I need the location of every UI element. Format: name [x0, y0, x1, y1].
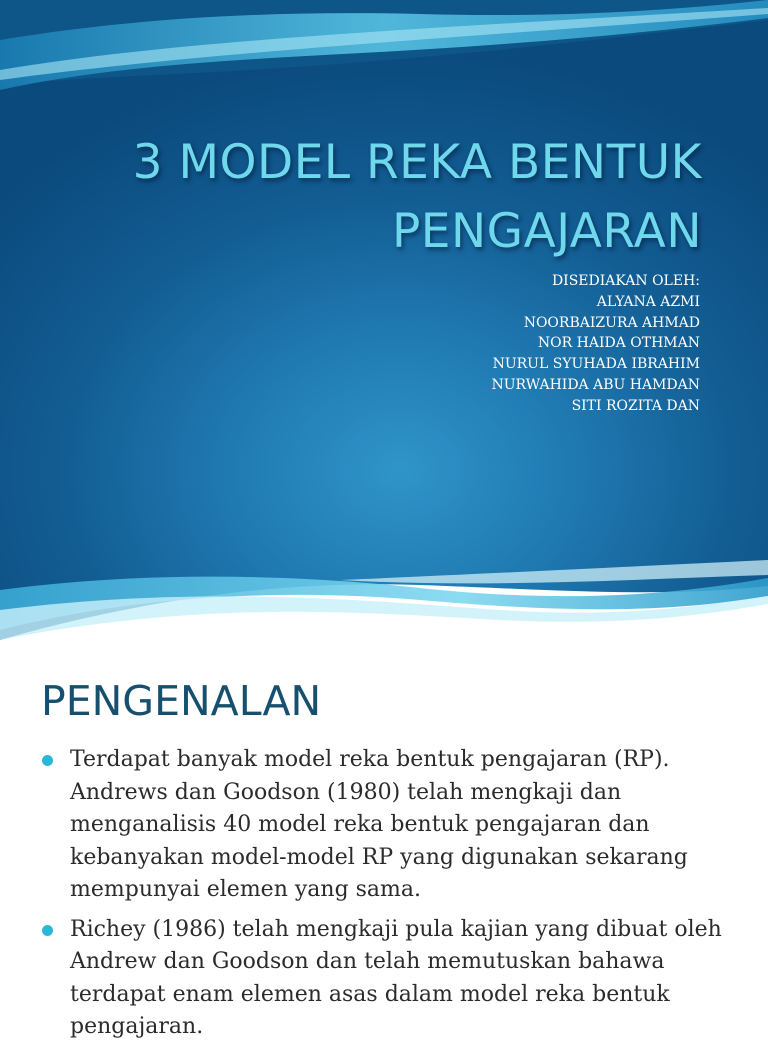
credits-label: DISEDIAKAN OLEH: — [551, 273, 700, 289]
author-name: NOORBAIZURA AHMAD — [523, 314, 700, 331]
bullet-list — [42, 744, 742, 1051]
author-name: NURWAHIDA ABU HAMDAN — [491, 376, 700, 393]
bullet-text: Richey (1986) telah mengkaji pula kajian yang dibuat oleh Andrew dan Goodson dan telah memutuskan bahawa terdapat enam elemen asas dalam model reka bentuk pengajaran. — [70, 916, 722, 1039]
author-credits — [300, 271, 700, 417]
author-name: NURUL SYUHADA IBRAHIM — [492, 356, 700, 373]
bullet-dot-icon — [42, 755, 53, 766]
author-name: NOR HAIDA OTHMAN — [537, 335, 700, 352]
author-name: ALYANA AZMI — [596, 293, 700, 310]
title-line-2: PENGAJARAN — [391, 204, 702, 259]
author-name: SITI ROZITA DAN — [571, 397, 700, 414]
bullet-dot-icon — [42, 925, 53, 936]
slide-heading: PENGENALAN — [41, 677, 322, 725]
bullet-text: Terdapat banyak model reka bentuk pengajaran (RP). Andrews dan Goodson (1980) telah mengkaji dan menganalisis 40 model reka bentuk pengajaran dan kebanyakan model-model RP yang digunakan sekarang mempunyai elemen yang sama. — [70, 747, 688, 902]
bullet-item — [42, 744, 742, 907]
presentation-title — [22, 128, 702, 266]
intro-slide — [0, 660, 768, 1039]
bullet-item — [42, 914, 742, 1044]
title-line-1: 3 MODEL REKA BENTUK — [132, 135, 702, 190]
